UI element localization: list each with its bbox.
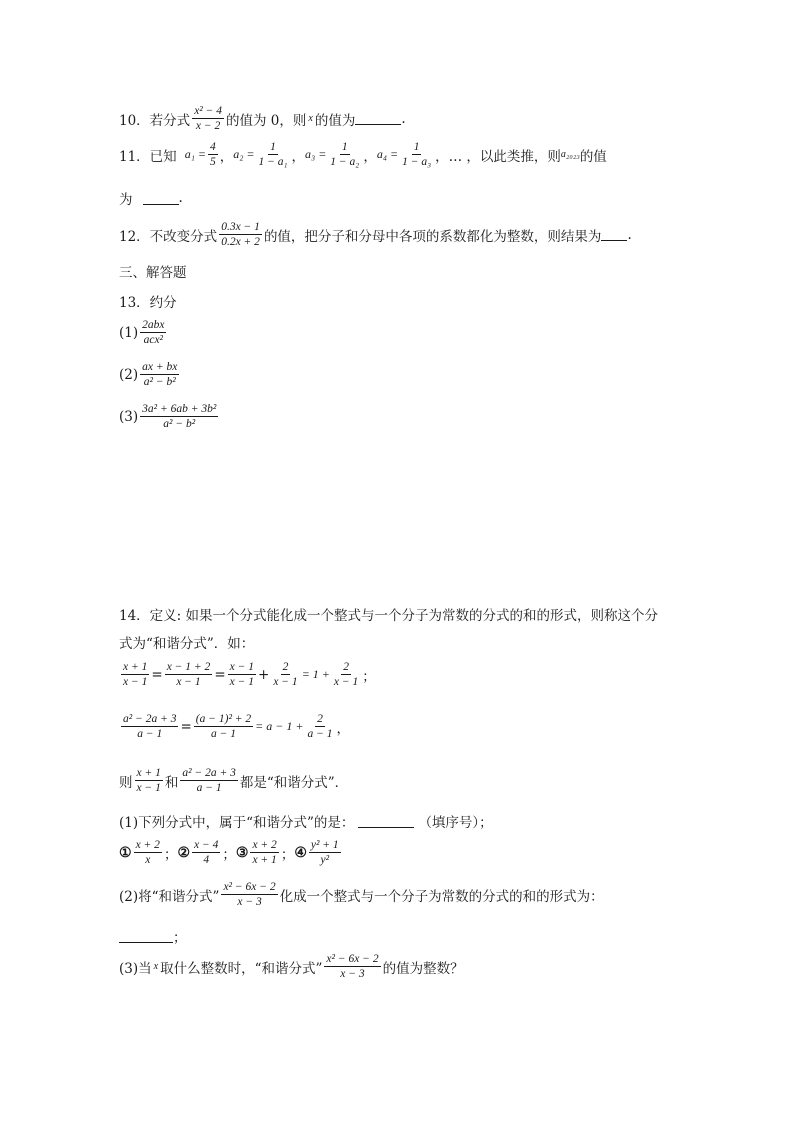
answer-blank[interactable] — [119, 930, 173, 943]
q11-suffix: 的值 — [579, 148, 607, 165]
denominator: 4 — [203, 854, 210, 866]
option-fraction — [134, 838, 162, 867]
conclusion-and: 和 — [164, 774, 179, 791]
s2-post: 化成一个整式与一个分子为常数的分式的和的形式为： — [279, 888, 604, 905]
option-fraction — [250, 838, 278, 867]
denominator: x − 1 — [136, 782, 161, 794]
option-fraction — [192, 838, 220, 867]
example-fraction — [165, 660, 213, 689]
example-fraction — [305, 712, 334, 741]
denominator: acx² — [143, 334, 163, 346]
s2-fraction — [221, 880, 277, 909]
sub-question-2-answer — [119, 926, 187, 946]
answer-blank[interactable] — [601, 228, 627, 241]
denominator: x − 1 — [333, 676, 359, 688]
separator: ， — [291, 148, 306, 165]
s3-mid: 取什么整数时，“和谐分式” — [160, 960, 323, 977]
a1-fraction — [208, 140, 218, 169]
denominator: x − 2 — [195, 120, 221, 132]
example-fraction — [121, 660, 149, 689]
s2-end: ； — [173, 930, 187, 946]
separator: ， — [363, 148, 377, 165]
s2-pre: (2)将“和谐分式” — [119, 888, 220, 905]
conclusion-post: 都是“和谐分式”． — [239, 774, 349, 791]
s3-fraction — [324, 952, 380, 981]
q13-p1-fraction — [140, 318, 166, 347]
section-heading — [119, 261, 187, 281]
q10-prefix: 10．若分式 — [119, 112, 191, 129]
q14-line1: 14．定义: 如果一个分式能化成一个整式与一个分子为常数的分式的和的形式，则称这个分 — [119, 608, 659, 624]
numerator: 2 — [317, 713, 323, 725]
numerator: 0.3x − 1 — [221, 221, 260, 233]
numerator: 2 — [343, 661, 349, 673]
numerator: x − 1 — [229, 661, 254, 673]
numerator: 4 — [209, 141, 216, 153]
example-end: ； — [362, 668, 376, 685]
s3-post: 的值为整数？ — [382, 960, 464, 977]
q13-part-1 — [119, 318, 168, 347]
a3-label: a₃ = — [305, 147, 327, 161]
denominator: 5 — [209, 156, 216, 168]
option-separator: ； — [222, 846, 236, 863]
example-end: ， — [336, 720, 350, 737]
plus: + — [258, 666, 270, 683]
numerator: x + 2 — [252, 839, 277, 851]
example-1 — [119, 660, 376, 689]
numerator: x² − 6x − 2 — [223, 881, 276, 893]
q12-end: . — [627, 226, 632, 243]
expression-text: = a − 1 + — [255, 719, 304, 733]
question-11-line2 — [119, 188, 183, 208]
denominator: x − 1 — [229, 676, 254, 688]
section-title: 三、解答题 — [119, 265, 187, 281]
numerator: 2 — [282, 661, 289, 673]
conclusion-fraction — [135, 766, 163, 795]
denominator: a² − b² — [143, 376, 176, 388]
q12-prefix: 12．不改变分式 — [119, 228, 218, 245]
numerator: 1 — [341, 141, 348, 153]
denominator: x − 1 — [123, 676, 148, 688]
q11-ellipsis: … ，以此类推，则 — [448, 148, 561, 165]
s1-hint: （填序号）； — [418, 815, 493, 831]
denominator: a − 1 — [196, 782, 222, 794]
q12-suffix: 的值，把分子和分母中各项的系数都化为整数，则结果为 — [263, 228, 602, 245]
numerator: x + 1 — [123, 661, 148, 673]
separator: ， — [435, 148, 449, 165]
option-fraction — [309, 838, 341, 867]
sub-question-3 — [119, 952, 464, 981]
example-fraction — [332, 660, 360, 689]
question-13-title — [119, 291, 177, 311]
answer-blank[interactable] — [358, 815, 414, 828]
example-fraction — [271, 660, 299, 689]
s3-variable: x — [153, 961, 159, 972]
numerator: y² + 1 — [310, 839, 339, 851]
numerator: x − 1 + 2 — [166, 661, 211, 673]
numerator: x + 1 — [136, 767, 161, 779]
question-14-line2 — [119, 632, 254, 652]
q13-part-3 — [119, 402, 220, 431]
answer-blank[interactable] — [143, 192, 179, 205]
numerator: 3a² + 6ab + 3b² — [142, 403, 217, 415]
question-11 — [119, 140, 607, 169]
denominator: x − 1 — [176, 676, 201, 688]
q13-p2-fraction — [140, 360, 179, 389]
q14-line2: 式为“和谐分式”．如： — [119, 636, 255, 652]
option-marker: ① — [119, 844, 132, 861]
denominator: x — [145, 854, 151, 866]
question-10 — [119, 104, 406, 133]
numerator: a² − 2a + 3 — [182, 767, 236, 779]
q13-title: 13．约分 — [119, 295, 177, 311]
denominator: x − 3 — [340, 968, 365, 980]
denominator: a − 1 — [137, 728, 163, 740]
conclusion-fraction — [180, 766, 237, 795]
equals: = — [180, 718, 192, 735]
sub-question-1 — [119, 811, 493, 831]
q11-target: a₂₀₂₃ — [560, 149, 580, 160]
denominator: 0.2x + 2 — [221, 236, 260, 248]
numerator: x + 2 — [135, 839, 160, 851]
denominator: a − 1 — [210, 728, 236, 740]
question-14-line1 — [119, 604, 658, 624]
denominator: y² — [320, 854, 330, 866]
q12-fraction — [219, 220, 262, 249]
denominator: a² − b² — [163, 418, 196, 430]
numerator: x − 4 — [194, 839, 219, 851]
a1-label: a₁ = — [184, 147, 206, 161]
q10-text2: 的值为 — [314, 112, 356, 129]
numerator: x² − 6x − 2 — [326, 953, 379, 965]
q11-line2: 为 — [119, 192, 133, 208]
numerator: x² − 4 — [194, 105, 222, 117]
numerator: (a − 1)² + 2 — [195, 713, 252, 725]
option-separator: ； — [163, 846, 178, 863]
option-marker: ② — [177, 844, 190, 861]
part-label: (2) — [119, 366, 139, 383]
a2-label: a₂ = — [233, 147, 255, 161]
denominator: 1 − a₁ — [258, 156, 288, 168]
q10-fraction — [192, 104, 224, 133]
options-row — [119, 838, 343, 867]
option-separator: ； — [280, 846, 295, 863]
q13-p3-fraction — [140, 402, 218, 431]
s3-pre: (3)当 — [119, 960, 152, 977]
example-fraction — [194, 712, 253, 741]
option-marker: ④ — [294, 844, 307, 861]
question-12 — [119, 220, 632, 249]
q10-end: . — [401, 110, 406, 127]
denominator: 1 − a₂ — [330, 156, 360, 168]
a2-fraction — [257, 140, 290, 169]
sub-question-2 — [119, 880, 604, 909]
a4-label: a₄ = — [376, 147, 399, 161]
a3-fraction — [328, 140, 361, 169]
denominator: a − 1 — [307, 728, 333, 740]
conclusion-pre: 则 — [119, 774, 133, 791]
separator: ， — [219, 148, 234, 165]
conclusion — [119, 766, 348, 795]
part-label: (3) — [119, 408, 139, 425]
part-label: (1) — [119, 324, 139, 341]
example-fraction — [228, 660, 256, 689]
q10-text: 的值为 0，则 — [226, 112, 307, 129]
equals: = — [151, 666, 163, 683]
numerator: ax + bx — [142, 361, 178, 373]
denominator: 1 − a₃ — [402, 156, 432, 168]
denominator: x − 1 — [273, 676, 298, 688]
q11-end: . — [178, 190, 183, 206]
numerator: 1 — [270, 141, 276, 153]
numerator: a² − 2a + 3 — [123, 713, 177, 725]
s1-text: (1)下列分式中，属于“和谐分式”的是： — [119, 815, 355, 831]
q10-variable: x — [308, 113, 313, 124]
a4-fraction — [400, 140, 433, 169]
q11-prefix: 11．已知 — [119, 148, 177, 165]
option-marker: ③ — [235, 844, 249, 861]
numerator: 2abx — [142, 319, 165, 331]
denominator: x + 1 — [252, 854, 277, 866]
q13-part-2 — [119, 360, 181, 389]
equals: = — [214, 666, 226, 683]
answer-blank[interactable] — [355, 112, 401, 125]
example-2 — [119, 712, 350, 741]
denominator: x − 3 — [237, 896, 262, 908]
numerator: 1 — [413, 141, 420, 153]
example-fraction — [121, 712, 178, 741]
expression-text: = 1 + — [301, 667, 330, 681]
